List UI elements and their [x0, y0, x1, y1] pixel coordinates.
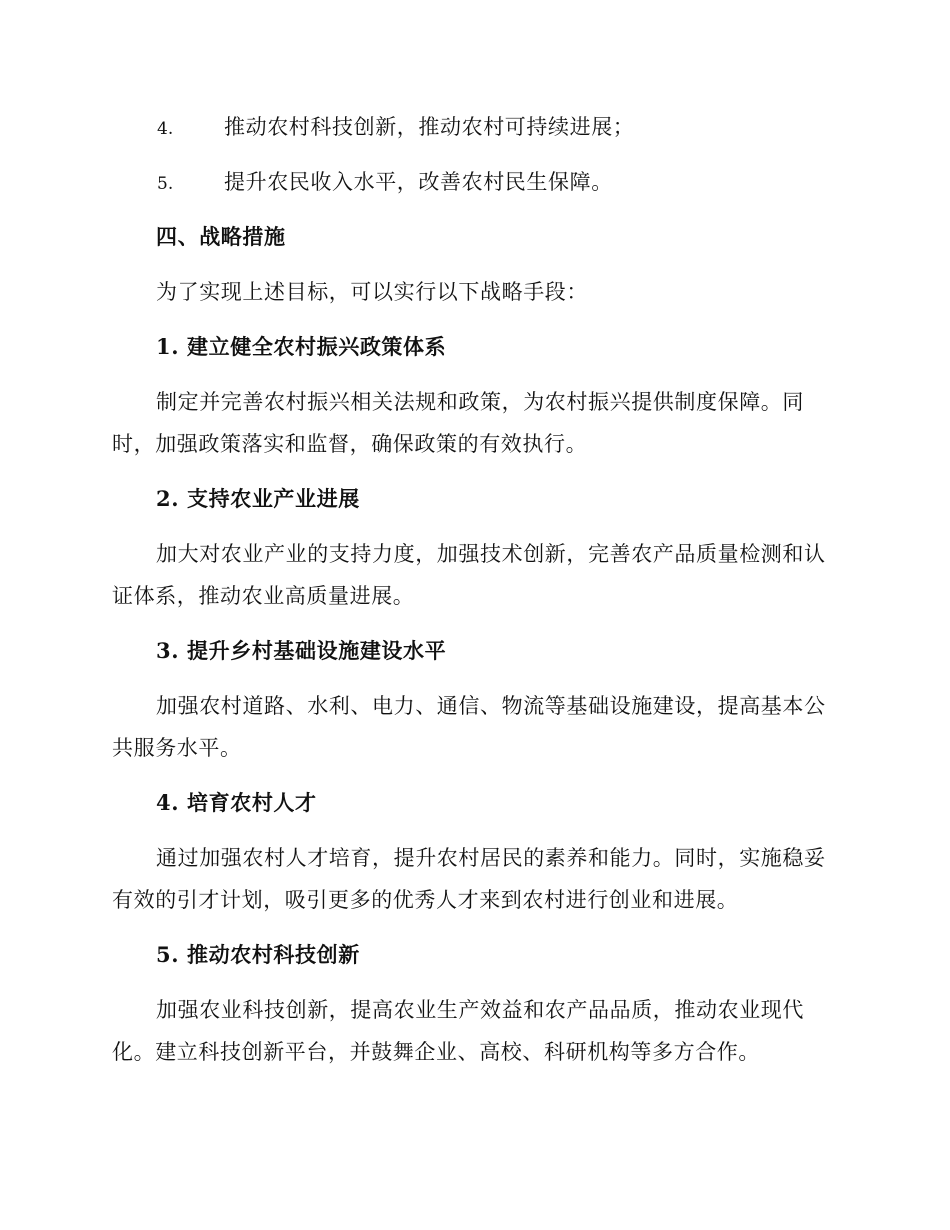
intro-paragraph: 为了实现上述目标，可以实行以下战略手段：	[156, 280, 588, 304]
measure-text-line: 加大对农业产业的支持力度，加强技术创新，完善农产品质量检测和认	[156, 542, 826, 566]
list-number: 5.	[157, 174, 174, 194]
measure-text-line: 有效的引才计划，吸引更多的优秀人才来到农村进行创业和进展。	[112, 888, 739, 912]
measure-heading: 3. 提升乡村基础设施建设水平	[156, 638, 447, 663]
measure-text-line: 加强农村道路、水利、电力、通信、物流等基础设施建设，提高基本公	[156, 694, 826, 718]
measure-text-line: 化。建立科技创新平台，并鼓舞企业、高校、科研机构等多方合作。	[112, 1040, 760, 1064]
list-text: 推动农村科技创新，推动农村可持续进展；	[224, 115, 635, 139]
measure-heading: 5. 推动农村科技创新	[156, 942, 360, 967]
measure-heading: 1. 建立健全农村振兴政策体系	[156, 334, 447, 359]
measure-text-line: 共服务水平。	[112, 736, 242, 760]
section-title: 四、战略措施	[156, 224, 286, 249]
measure-text-line: 制定并完善农村振兴相关法规和政策，为农村振兴提供制度保障。同	[156, 390, 804, 414]
measure-text-line: 时，加强政策落实和监督，确保政策的有效执行。	[112, 432, 588, 456]
measure-text-line: 通过加强农村人才培育，提升农村居民的素养和能力。同时，实施稳妥	[156, 846, 826, 870]
measure-heading: 2. 支持农业产业进展	[156, 486, 360, 511]
list-number: 4.	[157, 119, 174, 139]
measure-text-line: 加强农业科技创新，提高农业生产效益和农产品品质，推动农业现代	[156, 998, 804, 1022]
measure-heading: 4. 培育农村人才	[156, 790, 317, 815]
measure-text-line: 证体系，推动农业高质量进展。	[112, 584, 415, 608]
list-text: 提升农民收入水平，改善农村民生保障。	[224, 170, 613, 194]
